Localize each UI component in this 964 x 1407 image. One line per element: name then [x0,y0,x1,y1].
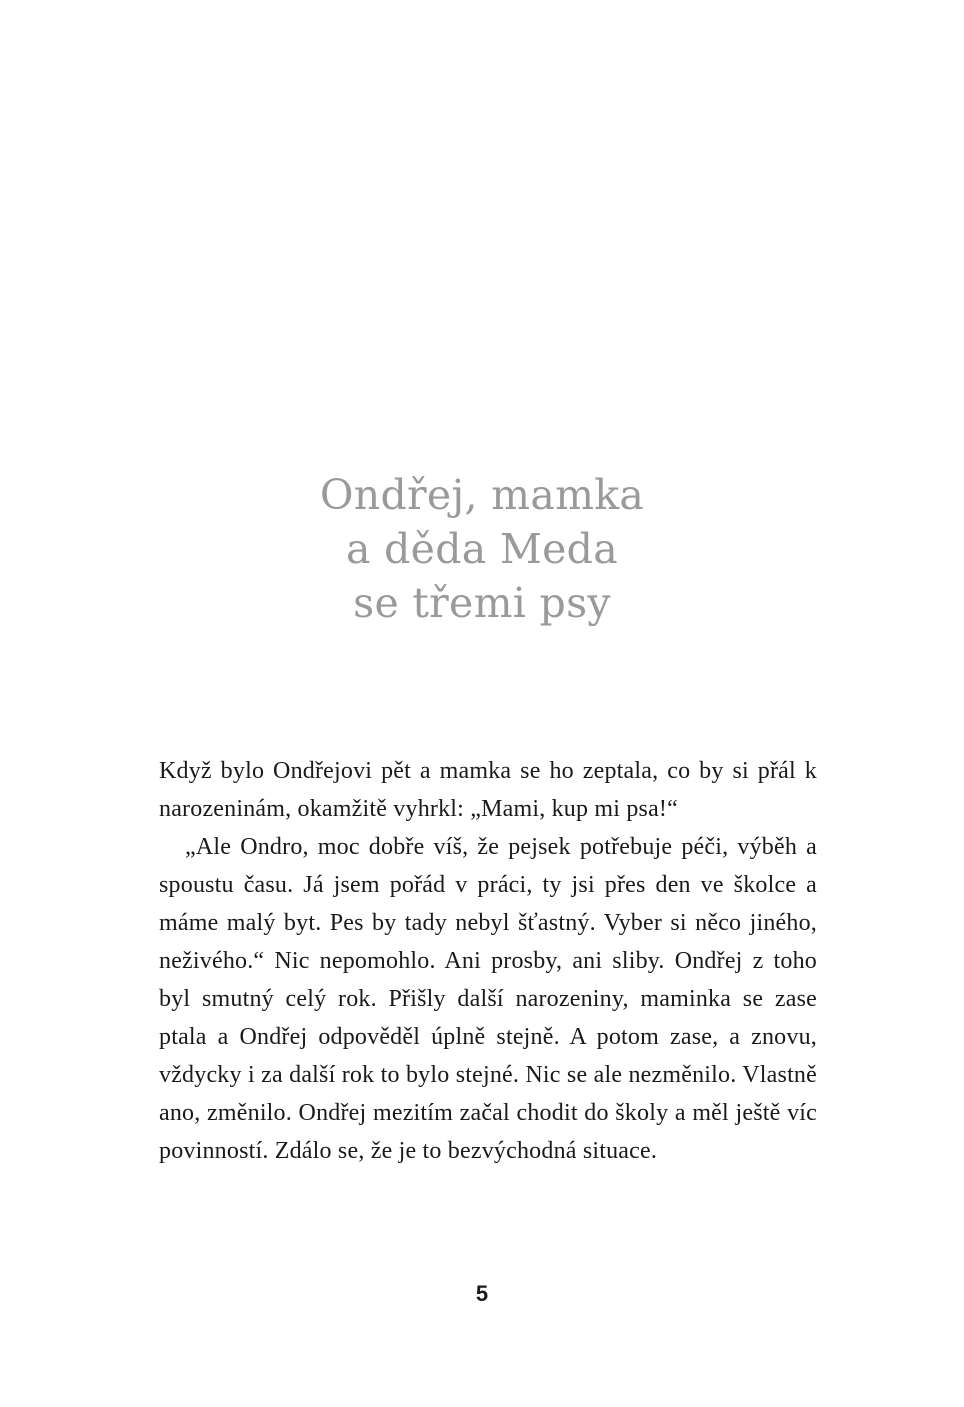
paragraph: Když bylo Ondřejovi pět a mamka se ho zeptala, co by si přál k narozeninám, okamžitě vyhrkl: „Mami, kup mi psa!“ [159,758,817,822]
chapter-body [159,752,817,1170]
chapter-title [0,468,964,630]
chapter-title-line: a děda Meda [346,525,618,573]
page-number: 5 [475,1281,489,1306]
paragraph: „Ale Ondro, moc dobře víš, že pejsek potřebuje péči, výběh a spoustu času. Já jsem pořád v práci, ty jsi přes den ve školce a máme malý byt. Pes by tady nebyl šťastný. Vyber si něco jiného, neživého.“ Nic nepomohlo. Ani prosby, ani sliby. Ondřej z toho byl smutný celý rok. Přišly další narozeniny, maminka se zase ptala a Ondřej odpověděl úplně stejně. A potom zase, a znovu, vždycky i za další rok to bylo stejné. Nic se ale nezměnilo. Vlastně ano, změnilo. Ondřej mezitím začal chodit do školy a měl ještě víc povinností. Zdálo se, že je to bezvýchodná situace. [159,834,817,1164]
chapter-title-line: Ondřej, mamka [319,471,645,519]
chapter-title-line: se třemi psy [353,579,611,627]
